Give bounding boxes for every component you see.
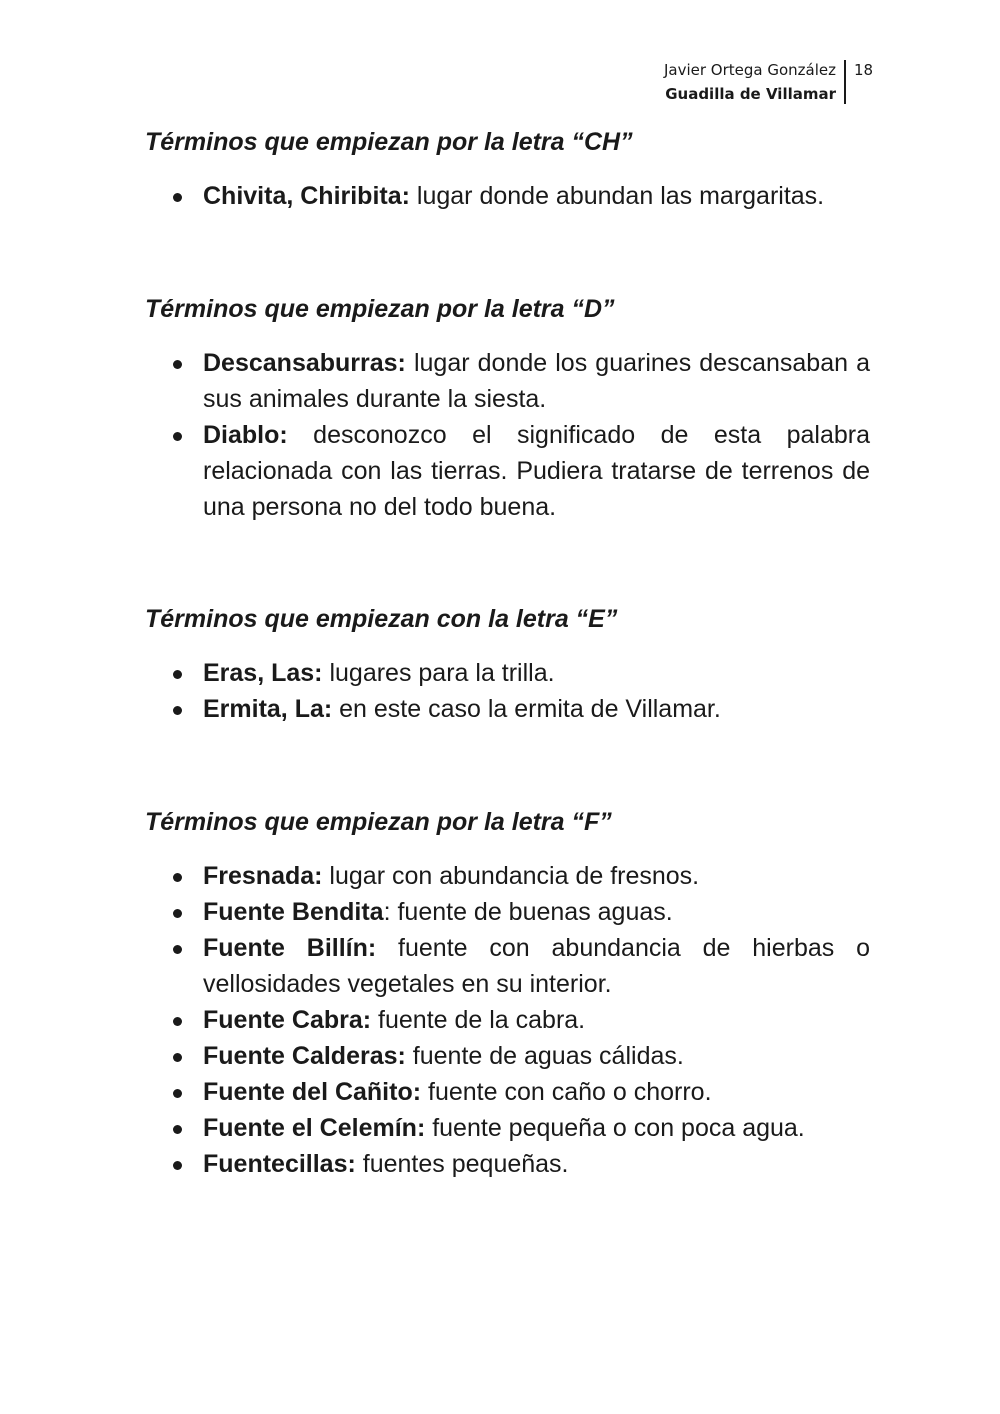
term-item xyxy=(145,178,870,214)
term-name: Chivita, Chiribita: xyxy=(203,182,410,210)
term-name: Fresnada: xyxy=(203,862,323,890)
bullet-icon xyxy=(173,432,182,441)
term-name: Diablo: xyxy=(203,421,288,449)
term-name: Fuentecillas: xyxy=(203,1150,356,1178)
bullet-icon xyxy=(173,1125,182,1134)
term-name: Descansaburras: xyxy=(203,349,406,377)
term-list-d xyxy=(145,345,870,525)
term-definition: desconozco el significado de esta palabra relacionada con las tierras. Pudiera tratarse de terrenos de una persona no del todo buena. xyxy=(203,421,870,521)
term-definition: fuente con caño o chorro. xyxy=(421,1078,712,1106)
term-definition: fuente con abundancia de hierbas o vellosidades vegetales en su interior. xyxy=(203,934,871,998)
header-place: Guadilla de Villamar xyxy=(665,85,836,103)
term-item xyxy=(145,1038,870,1074)
bullet-icon xyxy=(173,909,182,918)
term-definition: fuente de aguas cálidas. xyxy=(405,1042,684,1070)
bullet-icon xyxy=(173,1089,182,1098)
term-name: Fuente Bendita xyxy=(203,898,384,926)
term-list-e xyxy=(145,655,870,727)
section-title-e: Términos que empiezan con la letra “E” xyxy=(145,605,618,633)
term-definition: fuente pequeña o con poca agua. xyxy=(425,1114,805,1142)
page-header xyxy=(664,58,876,106)
bullet-icon xyxy=(173,1017,182,1026)
term-name: Fuente del Cañito: xyxy=(203,1078,422,1106)
term-item xyxy=(145,930,870,1002)
term-list-ch xyxy=(145,178,870,214)
bullet-icon xyxy=(173,1161,182,1170)
section-d xyxy=(145,291,870,525)
term-item xyxy=(145,1110,870,1146)
bullet-icon xyxy=(173,706,182,715)
term-item xyxy=(145,417,870,525)
term-name: Eras, Las: xyxy=(203,659,323,687)
bullet-icon xyxy=(173,193,182,202)
section-title-d: Términos que empiezan por la letra “D” xyxy=(145,295,615,323)
term-definition: fuente de la cabra. xyxy=(371,1006,586,1034)
section-ch xyxy=(145,124,870,214)
term-name: Fuente Calderas: xyxy=(203,1042,406,1070)
term-item xyxy=(145,1074,870,1110)
term-definition: : fuente de buenas aguas. xyxy=(383,898,673,926)
section-title-f: Términos que empiezan por la letra “F” xyxy=(145,808,612,836)
section-f xyxy=(145,804,870,1182)
bullet-icon xyxy=(173,873,182,882)
term-list-f xyxy=(145,858,870,1182)
section-e xyxy=(145,601,870,727)
bullet-icon xyxy=(173,1053,182,1062)
term-item xyxy=(145,1002,870,1038)
bullet-icon xyxy=(173,945,182,954)
term-definition: fuentes pequeñas. xyxy=(355,1150,569,1178)
term-item xyxy=(145,691,870,727)
section-title-ch: Términos que empiezan por la letra “CH” xyxy=(145,128,633,156)
term-definition: en este caso la ermita de Villamar. xyxy=(332,695,721,723)
term-name: Fuente el Celemín: xyxy=(203,1114,426,1142)
term-item xyxy=(145,345,870,417)
term-item xyxy=(145,655,870,691)
term-item xyxy=(145,894,870,930)
term-item xyxy=(145,1146,870,1182)
document-body xyxy=(145,124,870,1182)
term-name: Fuente Cabra: xyxy=(203,1006,372,1034)
header-text xyxy=(664,58,844,106)
header-author: Javier Ortega González xyxy=(663,61,836,79)
term-item xyxy=(145,858,870,894)
term-name: Fuente Billín: xyxy=(203,934,377,962)
bullet-icon xyxy=(173,360,182,369)
term-definition: lugar donde los guarines descansaban a sus animales durante la siesta. xyxy=(203,349,870,413)
term-definition: lugar con abundancia de fresnos. xyxy=(322,862,700,890)
page-number: 18 xyxy=(854,61,874,79)
term-definition: lugares para la trilla. xyxy=(322,659,555,687)
term-name: Ermita, La: xyxy=(203,695,333,723)
term-definition: lugar donde abundan las margaritas. xyxy=(409,182,825,210)
bullet-icon xyxy=(173,670,182,679)
